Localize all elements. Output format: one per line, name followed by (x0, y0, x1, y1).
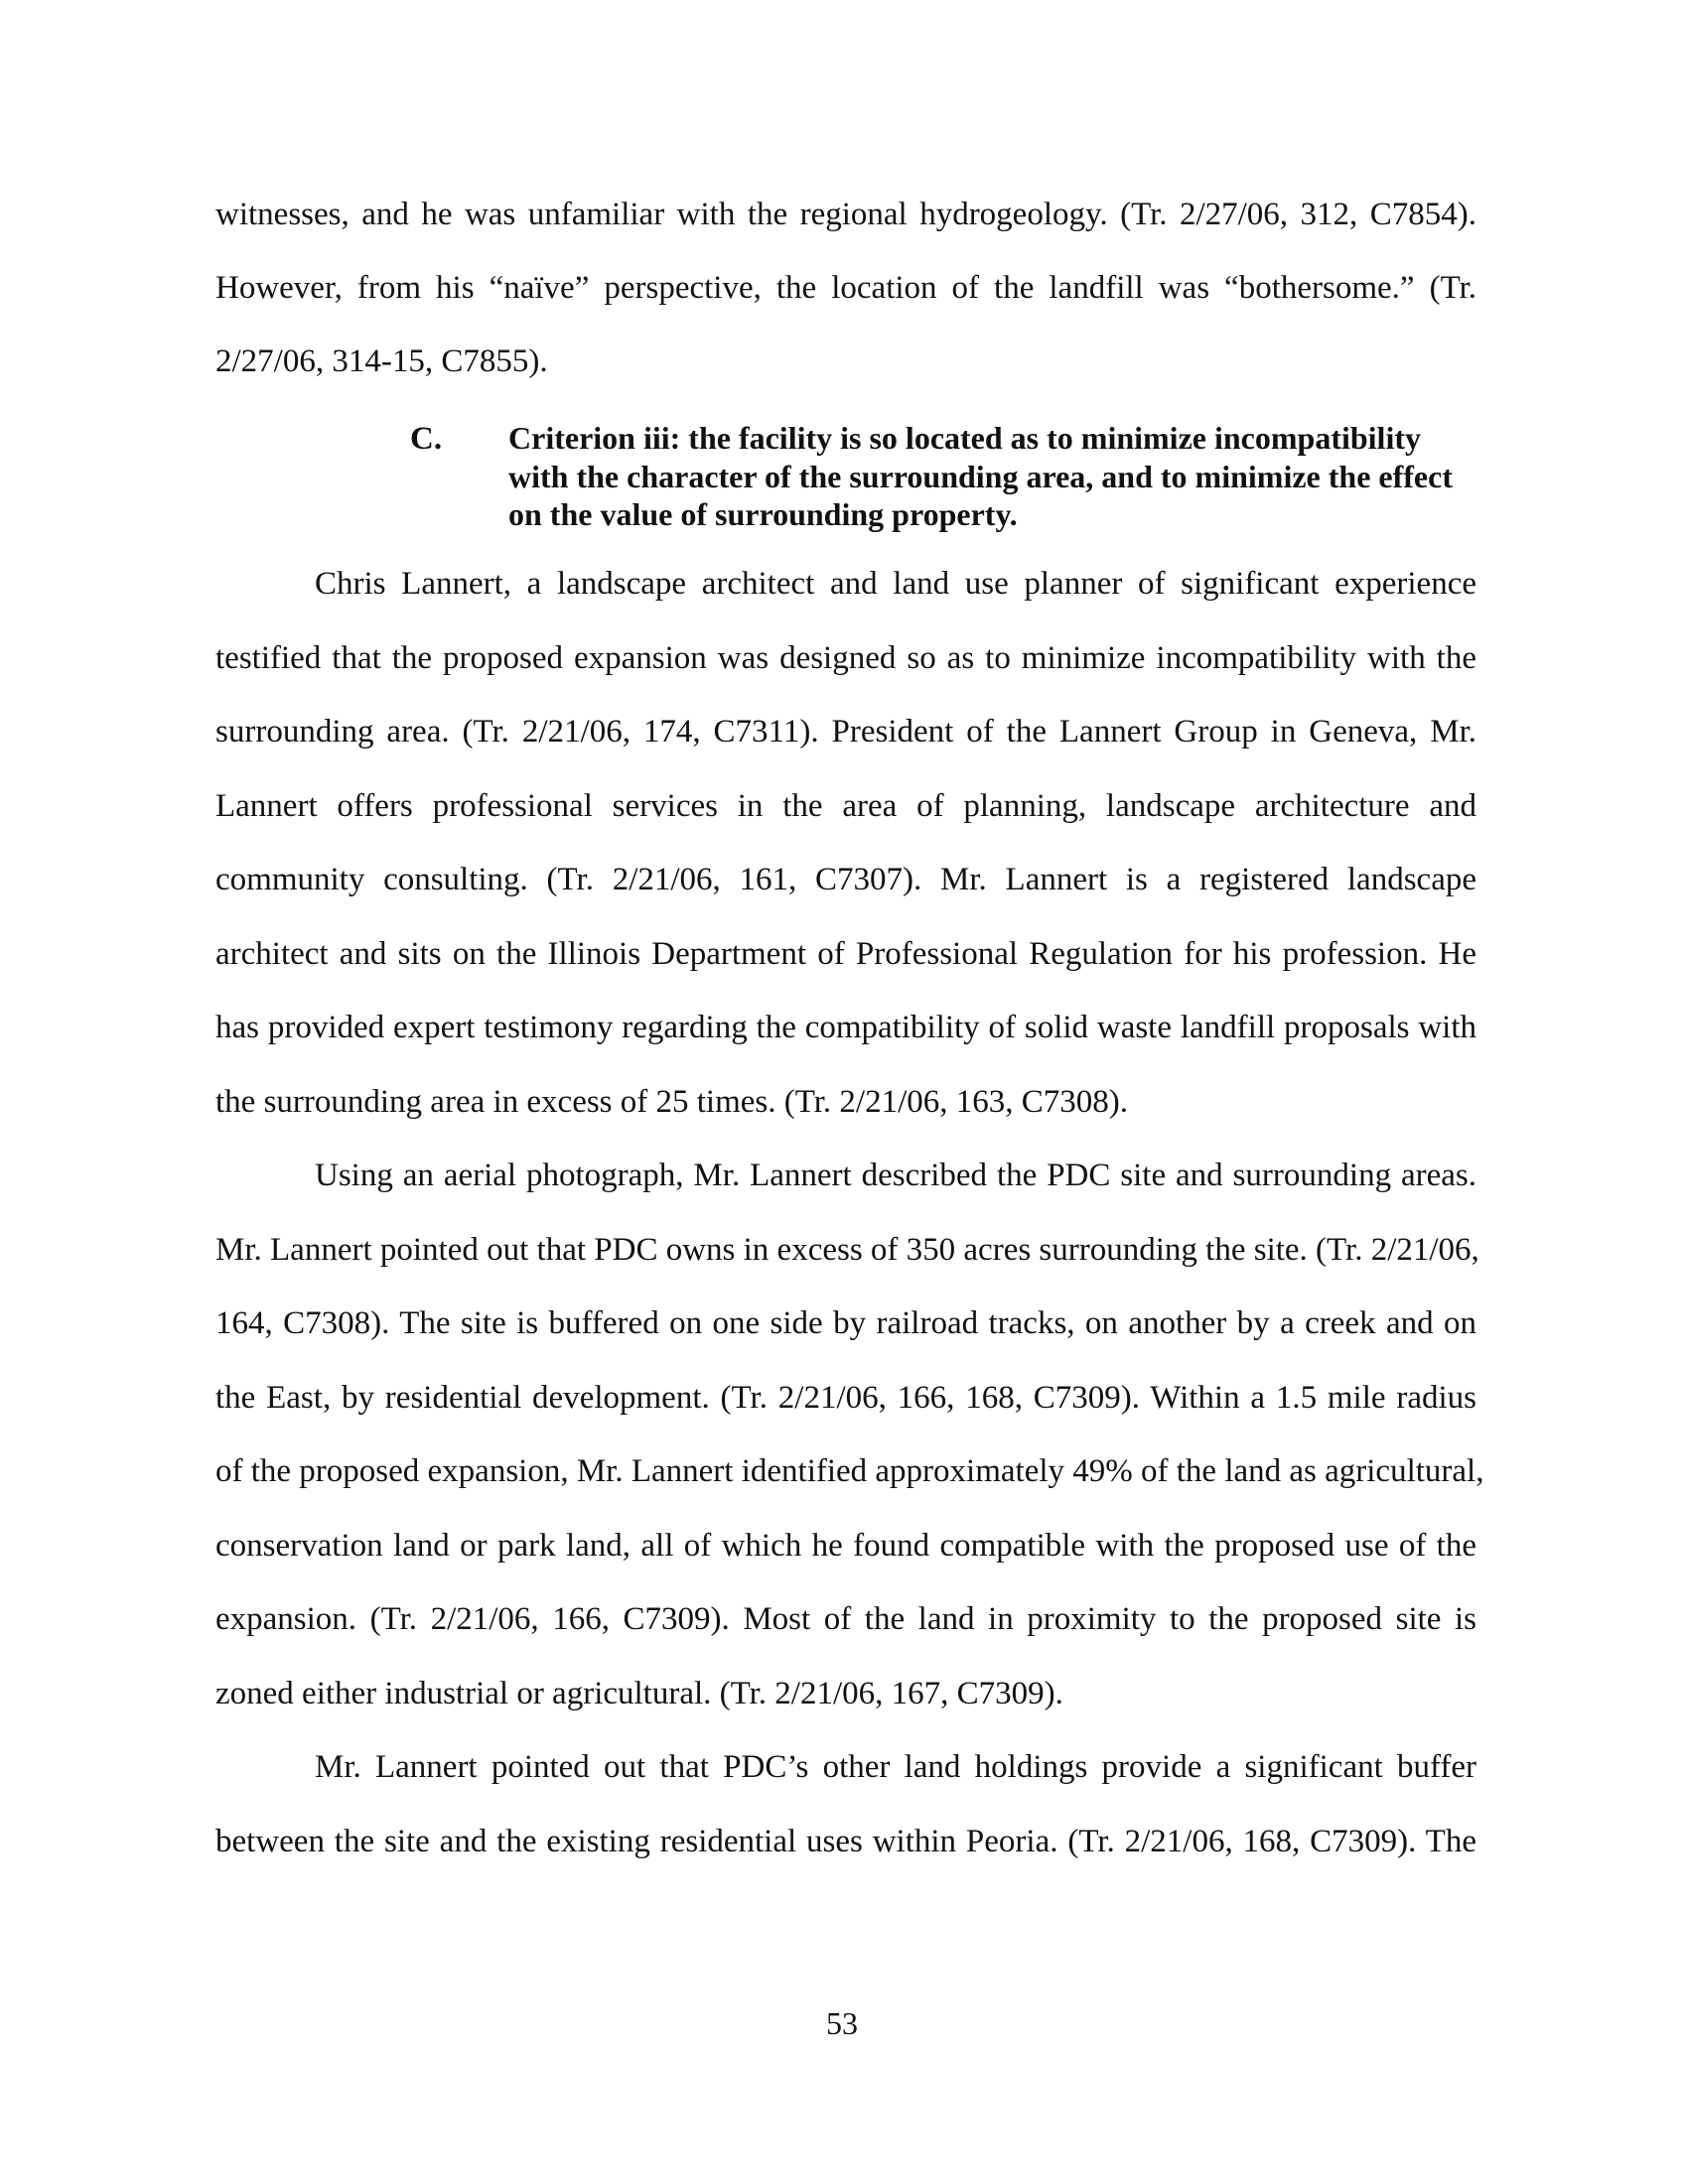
paragraph-line: witnesses, and he was unfamiliar with the regional hydrogeology. (Tr. 2/27/06, 312, C7854). (215, 197, 1476, 232)
paragraph-line: the East, by residential development. (Tr. 2/21/06, 166, 168, C7309). Within a 1.5 mile radius (215, 1380, 1476, 1416)
paragraph-line: the surrounding area in excess of 25 times. (Tr. 2/21/06, 163, C7308). (215, 1084, 1129, 1120)
section-letter: C. (410, 421, 443, 457)
paragraph-line: 164, C7308). The site is buffered on one side by railroad tracks, on another by a creek and on (215, 1305, 1476, 1341)
paragraph-line: Mr. Lannert pointed out that PDC owns in excess of 350 acres surrounding the site. (Tr. 2/21/06, (215, 1232, 1479, 1268)
paragraph-line: conservation land or park land, all of which he found compatible with the proposed use of the (215, 1528, 1476, 1564)
section-heading-line: Criterion iii: the facility is so located as to minimize incompatibility (508, 420, 1421, 456)
section-heading-line: on the value of surrounding property. (508, 496, 1018, 532)
paragraph-line: Mr. Lannert pointed out that PDC’s other land holdings provide a significant buffer (315, 1749, 1476, 1785)
paragraph-line: expansion. (Tr. 2/21/06, 166, C7309). Most of the land in proximity to the proposed site is (215, 1601, 1476, 1637)
paragraph-line: Lannert offers professional services in the area of planning, landscape architecture and (215, 788, 1476, 824)
paragraph-line: of the proposed expansion, Mr. Lannert identified approximately 49% of the land as agricultural, (215, 1453, 1484, 1489)
paragraph-line: zoned either industrial or agricultural. (Tr. 2/21/06, 167, C7309). (215, 1676, 1063, 1711)
paragraph-line: has provided expert testimony regarding the compatibility of solid waste landfill proposals with (215, 1010, 1476, 1045)
page-number: 53 (826, 2005, 858, 2041)
paragraph-line: testified that the proposed expansion was designed so as to minimize incompatibility with the (215, 640, 1476, 676)
paragraph-line: between the site and the existing residential uses within Peoria. (Tr. 2/21/06, 168, C7309). The (215, 1824, 1476, 1859)
section-heading-line: with the character of the surrounding area, and to minimize the effect (508, 458, 1453, 494)
paragraph-line: Chris Lannert, a landscape architect and land use planner of significant experience (315, 566, 1476, 602)
paragraph-line: 2/27/06, 314-15, C7855). (215, 343, 548, 379)
paragraph-line: Using an aerial photograph, Mr. Lannert described the PDC site and surrounding areas. (315, 1158, 1476, 1193)
paragraph-line: surrounding area. (Tr. 2/21/06, 174, C7311). President of the Lannert Group in Geneva, Mr. (215, 714, 1476, 750)
paragraph-line: However, from his “naïve” perspective, the location of the landfill was “bothersome.” (Tr. (215, 270, 1476, 306)
paragraph-line: architect and sits on the Illinois Department of Professional Regulation for his profession. He (215, 936, 1476, 972)
section-heading (508, 419, 1472, 534)
paragraph-line: community consulting. (Tr. 2/21/06, 161, C7307). Mr. Lannert is a registered landscape (215, 862, 1476, 897)
